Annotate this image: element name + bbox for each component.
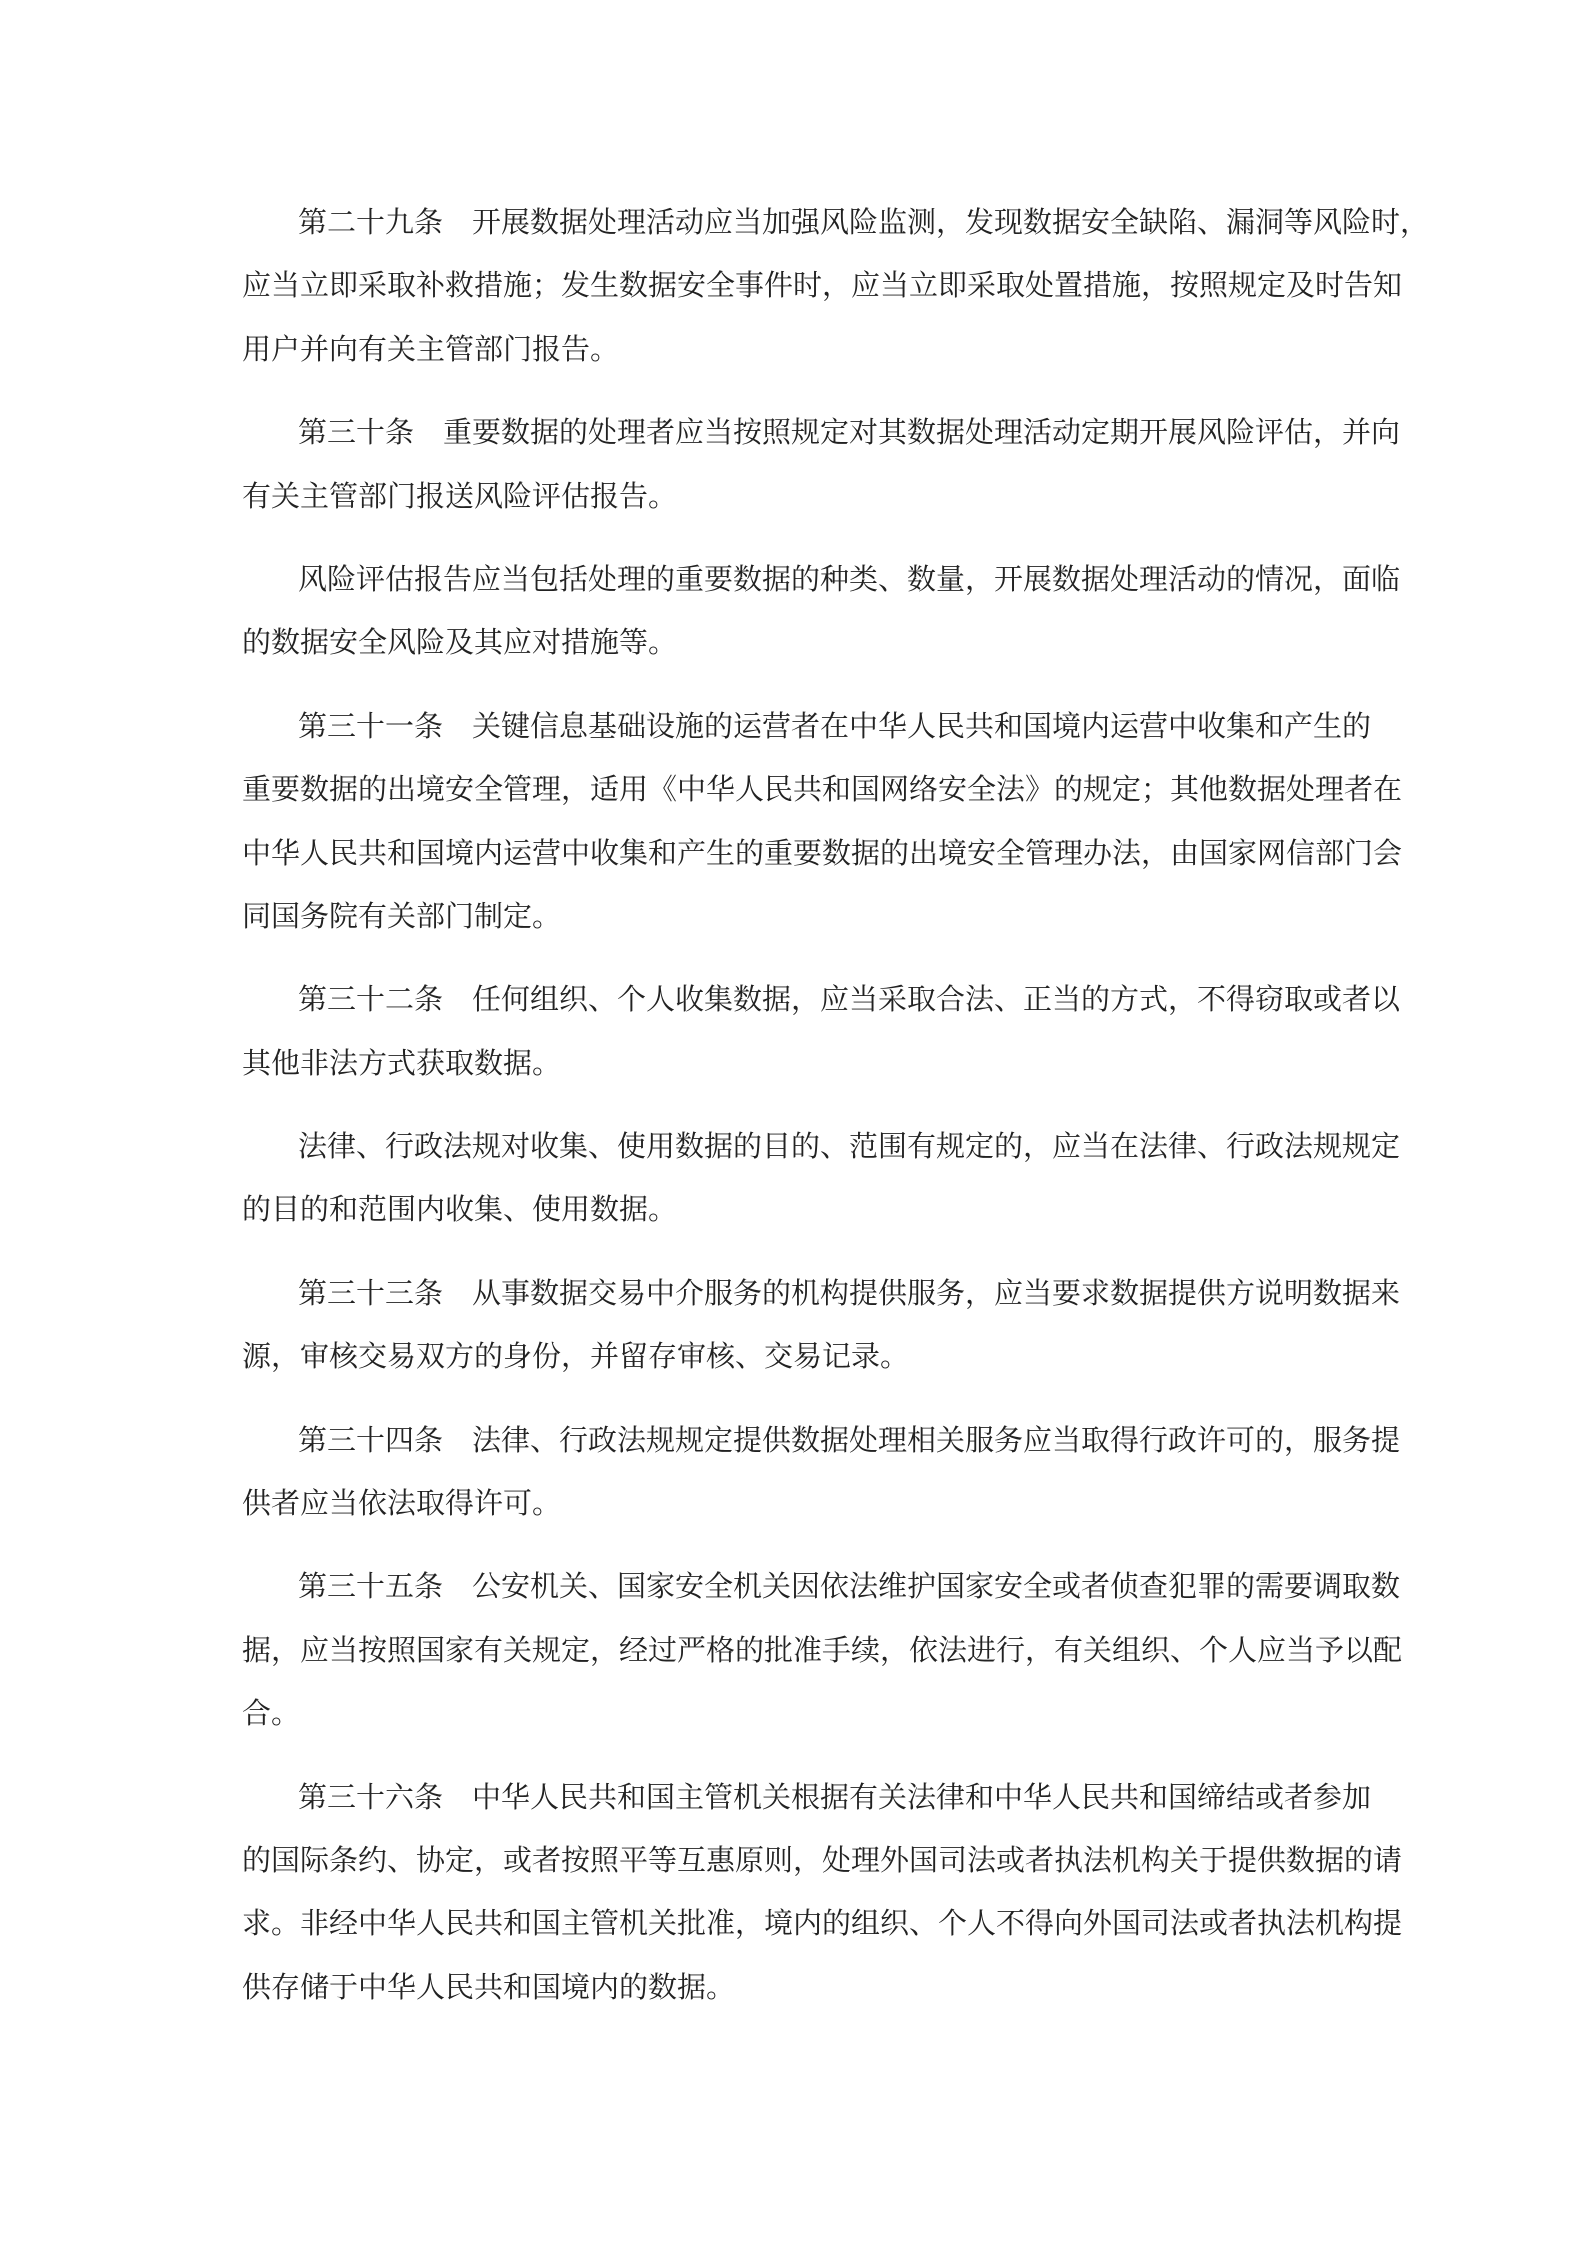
text-line: 风险评估报告应当包括处理的重要数据的种类、数量，开展数据处理活动的情况，面临 bbox=[298, 561, 1401, 596]
text-line: 供者应当依法取得许可。 bbox=[242, 1486, 562, 1521]
text-line: 供存储于中华人民共和国境内的数据。 bbox=[242, 1969, 736, 2004]
text-line: 重要数据的出境安全管理，适用《中华人民共和国网络安全法》的规定；其他数据处理者在 bbox=[242, 772, 1403, 807]
text-line: 第三十六条 中华人民共和国主管机关根据有关法律和中华人民共和国缔结或者参加 bbox=[298, 1779, 1372, 1814]
text-line: 有关主管部门报送风险评估报告。 bbox=[242, 478, 678, 513]
paragraph bbox=[242, 191, 1430, 381]
text-line: 同国务院有关部门制定。 bbox=[242, 898, 562, 933]
text-line: 源，审核交易双方的身份，并留存审核、交易记录。 bbox=[242, 1339, 910, 1374]
text-line: 求。非经中华人民共和国主管机关批准，境内的组织、个人不得向外国司法或者执法机构提 bbox=[242, 1906, 1403, 1941]
document-body bbox=[242, 191, 1430, 2039]
text-line: 第三十五条 公安机关、国家安全机关因依法维护国家安全或者侦查犯罪的需要调取数 bbox=[298, 1569, 1401, 1604]
paragraph bbox=[242, 1766, 1403, 2020]
paragraph bbox=[242, 1262, 1401, 1389]
text-line: 第三十一条 关键信息基础设施的运营者在中华人民共和国境内运营中收集和产生的 bbox=[298, 708, 1372, 743]
paragraph bbox=[242, 695, 1403, 949]
text-line: 据，应当按照国家有关规定，经过严格的批准手续，依法进行，有关组织、个人应当予以配 bbox=[242, 1632, 1403, 1667]
text-line: 的目的和范围内收集、使用数据。 bbox=[242, 1192, 678, 1227]
text-line: 第三十三条 从事数据交易中介服务的机构提供服务，应当要求数据提供方说明数据来 bbox=[298, 1275, 1401, 1310]
text-line: 第三十四条 法律、行政法规规定提供数据处理相关服务应当取得行政许可的，服务提 bbox=[298, 1422, 1401, 1457]
text-line: 应当立即采取补救措施；发生数据安全事件时，应当立即采取处置措施，按照规定及时告知 bbox=[242, 268, 1403, 303]
text-line: 的国际条约、协定，或者按照平等互惠原则，处理外国司法或者执法机构关于提供数据的请 bbox=[242, 1842, 1403, 1877]
paragraph bbox=[242, 548, 1401, 675]
paragraph bbox=[242, 1115, 1401, 1242]
paragraph bbox=[242, 1409, 1401, 1536]
text-line: 第二十九条 开展数据处理活动应当加强风险监测，发现数据安全缺陷、漏洞等风险时， bbox=[298, 205, 1430, 239]
text-line: 中华人民共和国境内运营中收集和产生的重要数据的出境安全管理办法，由国家网信部门会 bbox=[242, 835, 1403, 870]
text-line: 第三十条 重要数据的处理者应当按照规定对其数据处理活动定期开展风险评估，并向 bbox=[298, 415, 1401, 450]
paragraph bbox=[242, 401, 1401, 528]
paragraph bbox=[242, 968, 1401, 1095]
text-line: 合。 bbox=[242, 1696, 301, 1731]
text-line: 法律、行政法规对收集、使用数据的目的、范围有规定的，应当在法律、行政法规规定 bbox=[298, 1129, 1401, 1164]
text-line: 的数据安全风险及其应对措施等。 bbox=[242, 625, 678, 660]
text-line: 第三十二条 任何组织、个人收集数据，应当采取合法、正当的方式，不得窃取或者以 bbox=[298, 982, 1401, 1017]
text-line: 用户并向有关主管部门报告。 bbox=[242, 331, 620, 366]
paragraph bbox=[242, 1555, 1403, 1745]
text-line: 其他非法方式获取数据。 bbox=[242, 1045, 562, 1080]
